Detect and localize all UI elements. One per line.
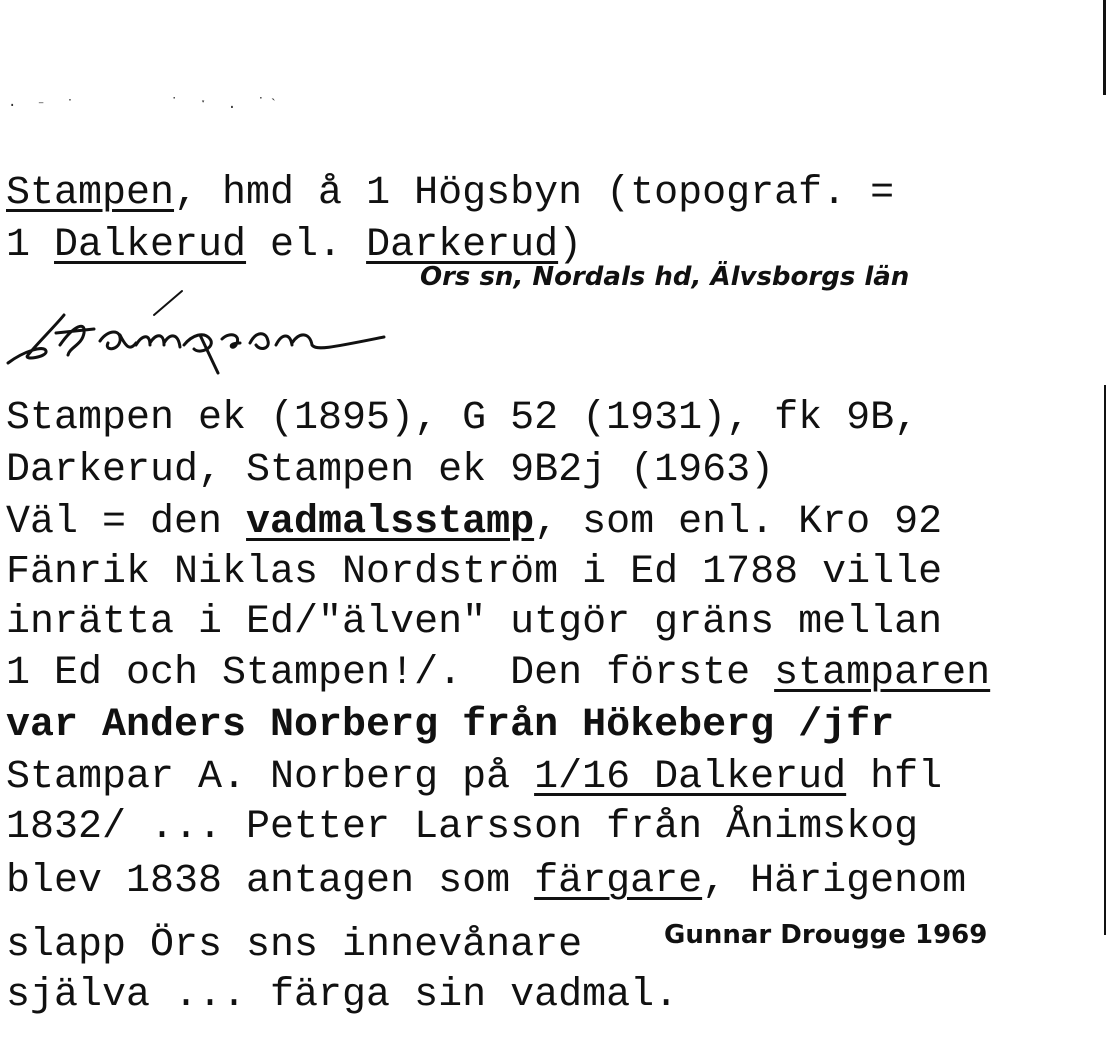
body-text: , som enl. Kro 92 — [534, 500, 943, 545]
scan-edge-line — [1104, 385, 1106, 935]
handwritten-pronunciation — [4, 285, 404, 375]
body-line: Stampen ek (1895), G 52 (1931), fk 9B, — [6, 396, 919, 441]
body-line: 1832/ ... Petter Larsson från Ånimskog — [6, 805, 919, 850]
alt-name-dalkerud: Dalkerud — [54, 223, 247, 268]
term-dalkerud-share: 1/16 Dalkerud — [534, 755, 847, 800]
place-name: Stampen — [6, 171, 175, 216]
body-line — [6, 497, 942, 549]
body-text: 1 Ed och Stampen!/. Den förste — [6, 651, 775, 696]
body-line: Darkerud, Stampen ek 9B2j (1963) — [6, 448, 775, 493]
body-text: blev 1838 antagen som — [6, 859, 535, 904]
body-text: Väl = den — [6, 500, 247, 545]
term-vadmalsstamp: vadmalsstamp — [246, 500, 535, 545]
body-line: Fänrik Niklas Nordström i Ed 1788 ville — [6, 550, 943, 595]
alt-name-darkerud: Darkerud — [366, 223, 559, 268]
heading-text: , hmd å 1 Högsbyn (topograf. = — [174, 171, 895, 216]
scan-speck: · ⁻ ˙ — [8, 98, 81, 114]
heading-text: 1 — [6, 223, 55, 268]
heading-text: el. — [246, 223, 367, 268]
term-fargare: färgare — [534, 859, 703, 904]
body-text: Stampar A. Norberg på — [6, 755, 535, 800]
heading-text: ) — [558, 223, 583, 268]
term-stamparen: stamparen — [774, 651, 991, 696]
body-text: , Härigenom — [702, 859, 967, 904]
location-stamp: Ors sn, Nordals hd, Älvsborgs län — [420, 262, 910, 292]
body-line: slapp Örs sns innevånare — [6, 923, 583, 968]
scan-speck: ˙ ˑ . ˙ˋ — [170, 96, 282, 112]
body-line: inrätta i Ed/"älven" utgör gräns mellan — [6, 600, 943, 645]
body-line: själva ... färga sin vadmal. — [6, 973, 679, 1018]
scan-edge-line — [1103, 0, 1106, 95]
body-line: var Anders Norberg från Hökeberg /jfr — [6, 703, 895, 748]
body-line — [6, 856, 966, 908]
heading-line-1 — [6, 168, 894, 220]
body-line — [6, 752, 942, 804]
body-line — [6, 648, 990, 700]
body-text: hfl — [846, 755, 943, 800]
author-signature: Gunnar Drougge 1969 — [664, 920, 988, 950]
